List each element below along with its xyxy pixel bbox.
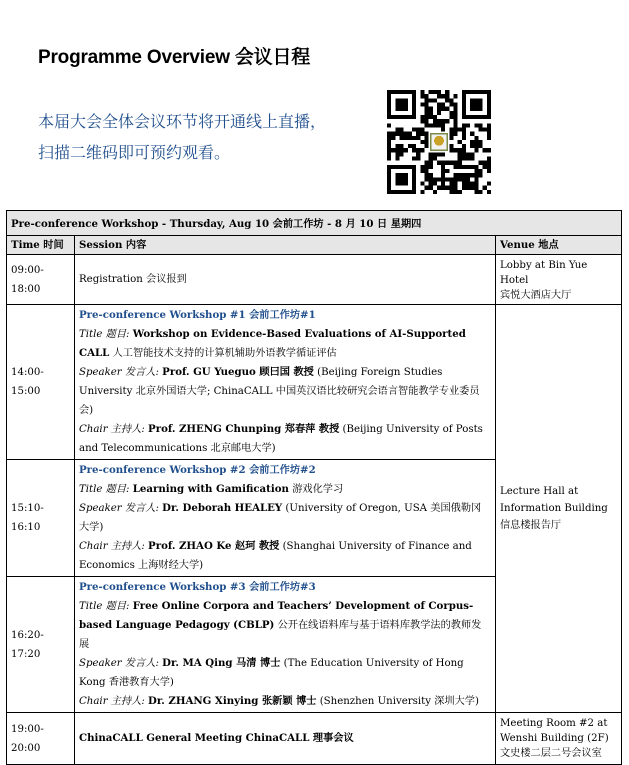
venue-line: Wenshi Building (2F) [500, 733, 609, 744]
session-workshop-3 [75, 577, 496, 713]
workshop-title: Title 题目: Free Online Corpora and Teachers’ Development of Corpus-based Language Pedagogy (CBLP) 公开在线语料库与基于语料库教学法的教师发展 [79, 600, 482, 650]
qr-code[interactable] [387, 90, 491, 194]
workshop-heading: Pre-conference Workshop #2 会前工作坊#2 [79, 464, 316, 476]
venue-line: Meeting Room #2 at [500, 718, 608, 729]
notice-line-1: 本届大会全体会议环节将开通线上直播， [38, 112, 327, 131]
venue-cell [496, 255, 622, 305]
workshop-chair: Chair 主持人: Prof. ZHENG Chunping 郑春萍 教授 (Beijing University of Posts and Telecommunications 北京邮电大学) [79, 423, 483, 454]
col-header-time: Time 时间 [7, 236, 75, 255]
page-title: Programme Overview 会议日程 [38, 47, 311, 68]
time-cell: 19:00-20:00 [7, 713, 75, 765]
venue-line: Lecture Hall at [500, 486, 579, 497]
workshop-speaker: Speaker 发言人: Prof. GU Yueguo 顾曰国 教授 (Beijing Foreign Studies University 北京外国语大学; ChinaCALL 中国英汉语比较研究会语言智能教学专业委员会) [79, 366, 480, 416]
venue-cell [496, 713, 622, 765]
table-row [7, 305, 622, 460]
venue-cell [496, 305, 622, 713]
session-workshop-2 [75, 460, 496, 577]
workshop-speaker: Speaker 发言人: Dr. MA Qing 马清 博士 (The Education University of Hong Kong 香港教育大学) [79, 657, 464, 688]
notice-line-2: 扫描二维码即可预约观看。 [38, 143, 231, 162]
session-general-meeting: ChinaCALL General Meeting ChinaCALL 理事会议 [75, 713, 496, 765]
venue-line: 宾悦大酒店大厅 [500, 290, 572, 301]
venue-line: Lobby at Bin Yue Hotel [500, 260, 588, 286]
col-header-session: Session 内容 [75, 236, 496, 255]
workshop-chair: Chair 主持人: Dr. ZHANG Xinying 张新颖 博士 (Shenzhen University 深圳大学) [79, 695, 479, 707]
venue-line: 信息楼报告厅 [500, 520, 562, 531]
workshop-heading: Pre-conference Workshop #1 会前工作坊#1 [79, 309, 316, 321]
workshop-title: Title 题目: Workshop on Evidence-Based Evaluations of AI-Supported CALL 人工智能技术支持的计算机辅助外语教学循证评估 [79, 328, 466, 359]
table-row [7, 713, 622, 765]
workshop-heading: Pre-conference Workshop #3 会前工作坊#3 [79, 581, 316, 593]
time-cell: 14:00-15:00 [7, 305, 75, 460]
day-banner: Pre-conference Workshop - Thursday, Aug 10 会前工作坊 - 8 月 10 日 星期四 [7, 211, 622, 236]
time-cell: 16:20-17:20 [7, 577, 75, 713]
session-registration: Registration 会议报到 [75, 255, 496, 305]
time-cell: 09:00-18:00 [7, 255, 75, 305]
venue-line: 文史楼二层二号会议室 [500, 748, 602, 759]
time-cell: 15:10-16:10 [7, 460, 75, 577]
workshop-title: Title 题目: Learning with Gamification 游戏化学习 [79, 483, 344, 495]
workshop-speaker: Speaker 发言人: Dr. Deborah HEALEY (University of Oregon, USA 美国俄勒冈大学) [79, 502, 482, 533]
col-header-venue: Venue 地点 [496, 236, 622, 255]
venue-line: Information Building [500, 503, 608, 514]
session-workshop-1 [75, 305, 496, 460]
qr-logo-icon [434, 136, 444, 146]
programme-table [6, 210, 622, 765]
table-row [7, 255, 622, 305]
workshop-chair: Chair 主持人: Prof. ZHAO Ke 赵珂 教授 (Shanghai University of Finance and Economics 上海财经大学) [79, 540, 472, 571]
livestream-notice [38, 106, 326, 168]
